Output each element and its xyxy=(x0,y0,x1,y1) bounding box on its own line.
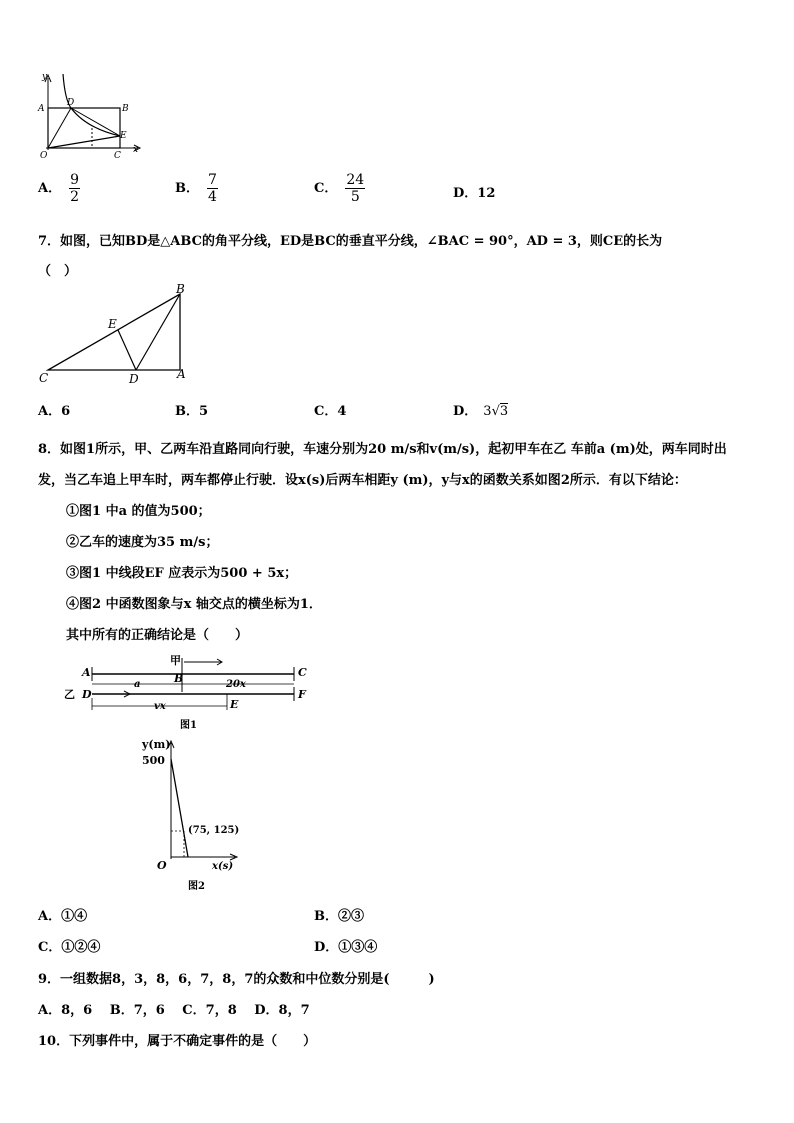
q8-fig2-y500: 500 xyxy=(142,754,165,767)
q7-figure xyxy=(36,282,201,388)
q8-figure-2 xyxy=(140,735,270,895)
q8-fig1-F: F xyxy=(298,688,306,701)
q6-label-A: A xyxy=(38,104,45,114)
q6-label-C: C xyxy=(114,151,121,161)
q8-fig1-vx: vx xyxy=(154,701,166,712)
q7-stem-line2: （ ） xyxy=(38,264,78,279)
q7-label-D: D xyxy=(129,372,139,386)
q8-conclusion-3: ③图1 中线段EF 应表示为500 + 5x； xyxy=(66,566,298,581)
q6-label-O: O xyxy=(40,151,48,161)
q8-stem-line2: 发，当乙车追上甲车时，两车都停止行驶．设x(s)后两车相距y (m)，y与x的函数关系如图2所示．有以下结论： xyxy=(38,473,687,488)
q8-ask: 其中所有的正确结论是（ ） xyxy=(66,628,249,643)
q7-label-A: A xyxy=(177,367,186,381)
q8-fig1-B: B xyxy=(174,672,184,685)
q8-figure-1 xyxy=(62,652,317,734)
q8-fig2-xlabel: x(s) xyxy=(212,861,234,872)
q7-option-d-coef: 3 xyxy=(483,404,492,419)
q8-fig1-D: D xyxy=(82,688,92,701)
q8-option-d[interactable]: D．①③④ xyxy=(314,940,378,955)
q8-conclusion-4: ④图2 中函数图象与x 轴交点的横坐标为1． xyxy=(66,597,322,612)
q8-fig1-E: E xyxy=(230,698,239,711)
q8-fig1-a: a xyxy=(134,679,141,690)
q8-conclusion-1: ①图1 中a 的值为500； xyxy=(66,504,211,519)
q8-conclusion-2: ②乙车的速度为35 m/s； xyxy=(66,535,219,550)
q8-fig1-yi: 乙 xyxy=(64,688,75,701)
q7-option-d[interactable]: D． 3√3 xyxy=(453,404,509,419)
q6-option-c[interactable]: C． $\frac{24}{5}$ xyxy=(314,172,365,205)
q8-fig2-point: (75, 125) xyxy=(188,825,240,836)
q7-label-B: B xyxy=(176,282,185,296)
q8-fig1-jia: 甲 xyxy=(170,654,181,667)
q7-stem-line1: 7．如图，已知BD是△ABC的角平分线，ED是BC的垂直平分线，∠BAC = 90°，AD = 3，则CE的长为 xyxy=(38,234,663,249)
q8-stem-line1: 8．如图1所示，甲、乙两车沿直路同向行驶，车速分别为20 m/s和v(m/s)，起初甲车在乙 车前a (m)处，两车同时出 xyxy=(38,442,727,457)
q6-label-y: y xyxy=(42,72,48,82)
q7-option-d-radicand: 3 xyxy=(499,404,509,419)
q8-fig1-C: C xyxy=(298,666,307,679)
q8-fig1-caption: 图1 xyxy=(180,720,197,731)
q7-option-a[interactable]: A．6 xyxy=(38,404,71,419)
q8-fig2-O: O xyxy=(157,859,167,872)
q8-option-b[interactable]: B．②③ xyxy=(314,909,364,924)
q6-label-E: E xyxy=(120,131,127,141)
q8-fig1-20x: 20x xyxy=(226,679,246,690)
q7-option-c[interactable]: C．4 xyxy=(314,404,347,419)
q8-option-a[interactable]: A．①④ xyxy=(38,909,88,924)
q8-fig1-A: A xyxy=(82,666,91,679)
q8-fig2-ylabel: y(m) xyxy=(142,738,171,751)
q7-label-C: C xyxy=(39,371,49,385)
q6-option-a[interactable]: A． $\frac{9}{2}$ xyxy=(38,172,80,205)
q6-figure xyxy=(34,70,144,162)
q6-label-x: x xyxy=(133,145,139,155)
q6-label-D: D xyxy=(67,98,75,108)
q8-option-c[interactable]: C．①②④ xyxy=(38,940,101,955)
q7-option-b[interactable]: B．5 xyxy=(175,404,209,419)
q6-option-d[interactable]: D．12 xyxy=(453,186,496,201)
q6-label-B: B xyxy=(122,104,129,114)
q9-stem: 9．一组数据8，3，8，6，7，8，7的众数和中位数分别是( ) xyxy=(38,972,435,987)
radical-sign-icon: √ xyxy=(491,404,500,419)
q6-option-b[interactable]: B． $\frac{7}{4}$ xyxy=(175,172,217,205)
q7-label-E: E xyxy=(108,317,117,331)
q10-stem: 10．下列事件中，属于不确定事件的是（ ） xyxy=(38,1034,317,1049)
q8-fig2-caption: 图2 xyxy=(188,881,205,892)
q9-options[interactable]: A．8，6 B．7，6 C．7，8 D．8，7 xyxy=(38,1003,310,1018)
